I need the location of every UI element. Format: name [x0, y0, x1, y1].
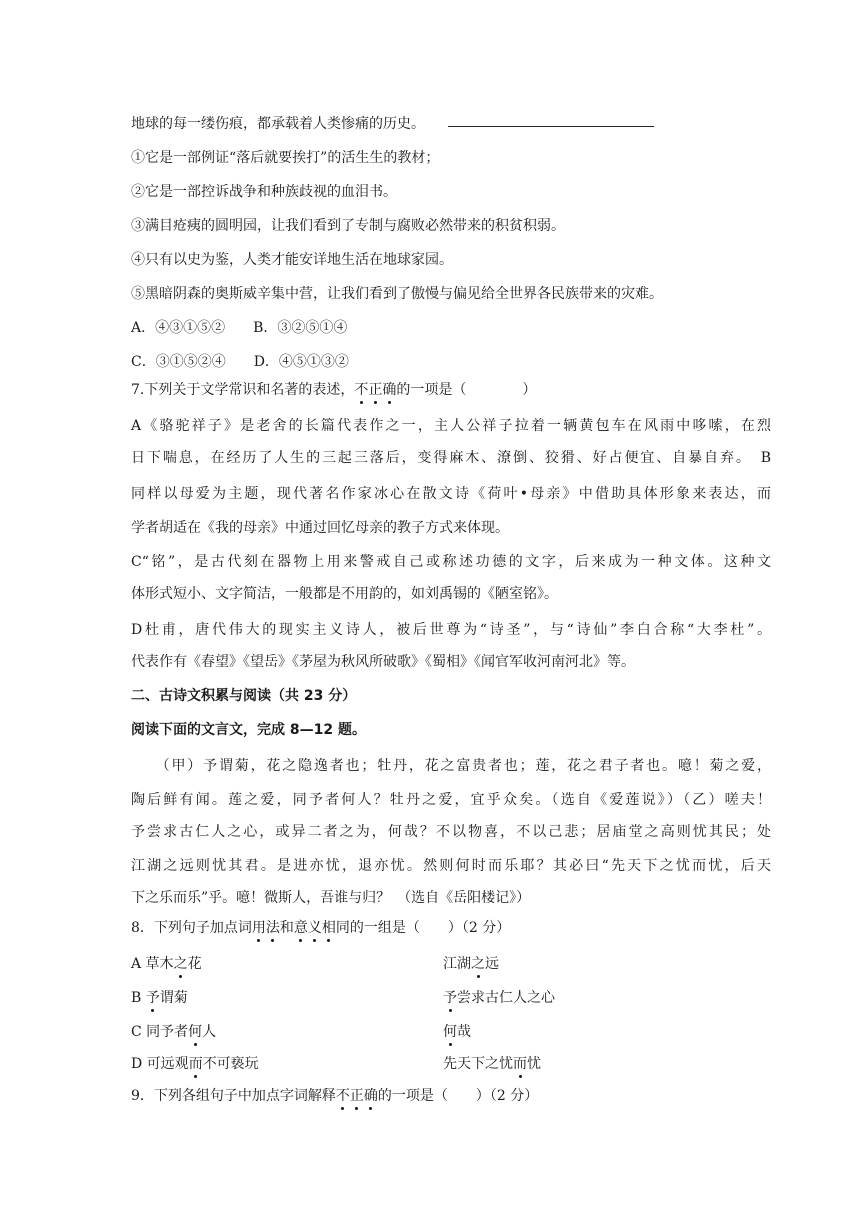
q8-row-a [131, 954, 771, 974]
question-7-stem [131, 380, 771, 400]
option-5: ⑤黑暗阴森的奥斯威辛集中营，让我们看到了傲慢与偏见给全世界各民族带来的灾难。 [131, 286, 663, 302]
q8-row-a-right [443, 954, 499, 974]
text: A 草木 [131, 956, 174, 972]
answer-blank-line [448, 126, 654, 127]
emphasis-dot-char: 法 [265, 920, 280, 936]
q8-row-c-right [443, 1022, 471, 1042]
q8-row-d [131, 1054, 771, 1074]
question-8-stem [131, 918, 771, 938]
emphasis-dot-char: 不 [354, 382, 369, 398]
text: 谓菊 [159, 990, 188, 1006]
q7-option-c-line-2: 体形式短小、文字简洁，一般都是不用韵的，如刘禹锡的《陋室铭》。 [131, 586, 558, 602]
text: 花 [187, 956, 202, 972]
text: 忧 [527, 1056, 541, 1072]
passage-line-4: 江湖之远则忧其君。是进亦忧，退亦忧。然则何时而乐耶？其必曰“先天下之忧而忧，后天 [131, 858, 771, 874]
emphasis-dot-char: 之 [173, 956, 188, 972]
choices-c-d: C．③①⑤②④ D．④⑤①③② [131, 354, 349, 370]
option-1: ①它是一部例证“落后就要挨打”的活生生的教材； [131, 150, 440, 166]
emphasis-dot-char: 正 [349, 1088, 364, 1104]
emphasis-dot-char: 用 [251, 920, 266, 936]
text: D 可远观 [131, 1056, 189, 1072]
emphasis-dot-char: 相 [321, 920, 336, 936]
q8-row-d-right [443, 1054, 541, 1074]
emphasis-dot-char: 确 [363, 1088, 378, 1104]
emphasis-dot-char: 义 [307, 920, 322, 936]
text: 人 [202, 1024, 217, 1040]
text: 和 [279, 920, 294, 936]
emphasis-dot-char: 正 [368, 382, 383, 398]
section-2-heading: 二、古诗文积累与阅读（共 23 分） [131, 688, 357, 704]
option-2: ②它是一部控诉战争和种族歧视的血泪书。 [131, 184, 397, 200]
text: 的一项是（ ）（2 分） [377, 1088, 539, 1104]
option-4: ④只有以史为鉴，人类才能安详地生活在地球家园。 [131, 252, 453, 268]
emphasis-dot-char: 而 [188, 1056, 203, 1072]
text: 地球的每一缕伤痕，都承载着人类惨痛的历史。 [131, 116, 425, 132]
text: C 同予者 [131, 1024, 189, 1040]
question-6-stem-end [131, 114, 771, 134]
reading-instruction: 阅读下面的文言文，完成 8—12 题。 [131, 722, 366, 738]
emphasis-dot-char: 予 [443, 990, 457, 1006]
text: 同的一组是（ ）（2 分） [335, 920, 511, 936]
emphasis-dot-char: 何 [443, 1024, 457, 1040]
q7-option-d-line-1: D杜甫，唐代伟大的现实主义诗人，被后世尊为“诗圣”，与“诗仙”李白合称“大李杜”。 [131, 622, 771, 638]
q7-option-b-line-1: 同样以母爱为主题，现代著名作家冰心在散文诗《荷叶•母亲》中借助具体形象来表达，而 [131, 486, 771, 502]
q8-row-b [131, 988, 771, 1008]
emphasis-dot-char: 予 [145, 990, 160, 1006]
q7-option-a-line-1: A《骆驼祥子》是老舍的长篇代表作之一，主人公祥子拉着一辆黄包车在风雨中哆嗦，在烈 [131, 418, 771, 434]
passage-line-2: 陶后鲜有闻。莲之爱，同予者何人？牡丹之爱，宜乎众矣。（选自《爱莲说》）（乙）嗟夫！ [131, 792, 771, 808]
text: 先天下之忧 [443, 1056, 513, 1072]
q7-option-a-line-2: 日下喘息，在经历了人生的三起三落后，变得麻木、潦倒、狡猾、好占便宜、自暴自弃。 B [131, 450, 771, 466]
text: 哉 [457, 1024, 471, 1040]
passage-line-1: （甲）予谓菊，花之隐逸者也；牡丹，花之富贵者也；莲，花之君子者也。噫！菊之爱， [131, 758, 771, 774]
emphasis-dot-char: 确 [382, 382, 397, 398]
text: 7.下列关于文学常识和名著的表述， [131, 382, 355, 398]
text: 不可亵玩 [202, 1056, 259, 1072]
q7-option-d-line-2: 代表作有《春望》《望岳》《茅屋为秋风所破歌》《蜀相》《闻官军收河南河北》等。 [131, 654, 635, 670]
q8-row-c [131, 1022, 771, 1042]
emphasis-dot-char: 何 [188, 1024, 203, 1040]
text: 江湖 [443, 956, 471, 972]
option-3: ③满目疮痍的圆明园，让我们看到了专制与腐败必然带来的积贫积弱。 [131, 218, 565, 234]
q7-option-c-line-1: C“铭”，是古代刻在器物上用来警戒自己或称述功德的文字，后来成为一种文体。这种文 [131, 554, 771, 570]
text: 远 [485, 956, 499, 972]
choices-a-b: A．④③①⑤② B．③②⑤①④ [131, 320, 348, 336]
passage-line-3: 予尝求古仁人之心，或异二者之为，何哉？不以物喜，不以己悲；居庙堂之高则忧其民；处 [131, 824, 771, 840]
emphasis-dot-char: 不 [335, 1088, 350, 1104]
q7-option-b-line-2: 学者胡适在《我的母亲》中通过回忆母亲的教子方式来体现。 [131, 520, 509, 536]
emphasis-dot-char: 而 [513, 1056, 527, 1072]
question-9-stem [131, 1086, 771, 1106]
emphasis-dot-char: 之 [471, 956, 485, 972]
emphasis-dot-char: 意 [293, 920, 308, 936]
q8-row-b-right [443, 988, 555, 1008]
text: 9．下列各组句子中加点字词解释 [131, 1088, 336, 1104]
text: B [131, 990, 146, 1006]
text: 尝求古仁人之心 [457, 990, 555, 1006]
text: 8．下列句子加点词 [131, 920, 252, 936]
passage-line-5: 下之乐而乐”乎。噫！微斯人，吾谁与归？ （选自《岳阳楼记》） [131, 890, 531, 906]
text: 的一项是（ ） [396, 382, 537, 398]
